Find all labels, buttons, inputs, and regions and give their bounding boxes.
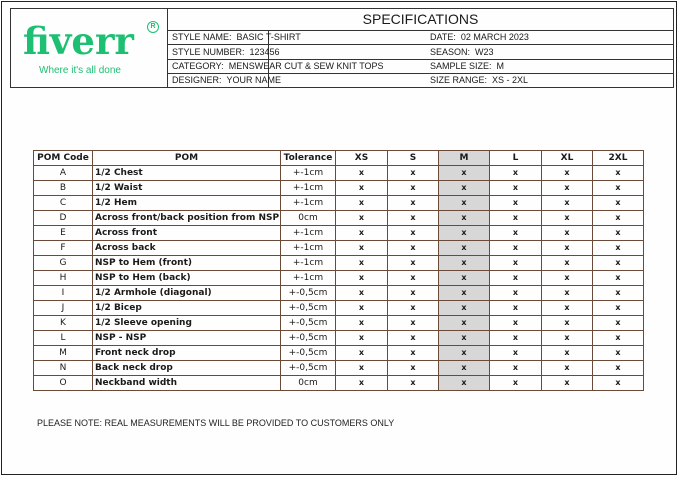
size-value-cell: x <box>542 211 593 226</box>
info-row <box>168 73 673 87</box>
pom-cell: 1/2 Hem <box>93 196 281 211</box>
page-title: SPECIFICATIONS <box>168 9 673 31</box>
size-value-cell: x <box>593 226 644 241</box>
size-value-cell: x <box>490 271 542 286</box>
info-row <box>168 59 673 74</box>
size-value-cell: x <box>336 181 388 196</box>
pom-code-cell: M <box>34 346 93 361</box>
size-value-cell: x <box>490 256 542 271</box>
size-value-cell: x <box>336 301 388 316</box>
table-row <box>34 241 644 256</box>
season-value: W23 <box>475 47 494 57</box>
pom-code-cell: L <box>34 331 93 346</box>
pom-code-cell: B <box>34 181 93 196</box>
field-label: STYLE NUMBER: <box>172 47 245 57</box>
field-label: DESIGNER: <box>172 75 222 85</box>
tolerance-cell: 0cm <box>281 376 336 391</box>
size-value-cell: x <box>388 376 439 391</box>
col-header: 2XL <box>593 151 644 166</box>
category-value: MENSWEAR CUT & SEW KNIT TOPS <box>228 61 384 71</box>
size-value-cell: x <box>336 226 388 241</box>
size-value-cell: x <box>336 376 388 391</box>
size-value-cell: x <box>439 226 490 241</box>
size-value-cell: x <box>439 211 490 226</box>
size-value-cell: x <box>490 376 542 391</box>
field-label: SAMPLE SIZE: <box>430 61 492 71</box>
size-value-cell: x <box>336 316 388 331</box>
size-value-cell: x <box>439 301 490 316</box>
table-row <box>34 196 644 211</box>
size-value-cell: x <box>593 256 644 271</box>
size-value-cell: x <box>388 361 439 376</box>
pom-cell: NSP - NSP <box>93 331 281 346</box>
logo-cell <box>11 9 168 87</box>
size-value-cell: x <box>439 346 490 361</box>
col-header: XS <box>336 151 388 166</box>
size-value-cell: x <box>542 376 593 391</box>
size-value-cell: x <box>593 181 644 196</box>
pom-cell: 1/2 Waist <box>93 181 281 196</box>
table-row <box>34 271 644 286</box>
tolerance-cell: 0cm <box>281 211 336 226</box>
size-value-cell: x <box>542 256 593 271</box>
col-header: XL <box>542 151 593 166</box>
size-value-cell: x <box>439 256 490 271</box>
size-value-cell: x <box>490 331 542 346</box>
size-value-cell: x <box>336 166 388 181</box>
table-row <box>34 181 644 196</box>
sample-size-value: M <box>496 61 505 71</box>
size-value-cell: x <box>388 226 439 241</box>
size-value-cell: x <box>542 271 593 286</box>
pom-cell: NSP to Hem (front) <box>93 256 281 271</box>
table-row <box>34 226 644 241</box>
date-value: 02 MARCH 2023 <box>460 32 529 42</box>
info-row <box>168 45 673 60</box>
info-grid <box>168 30 673 87</box>
pom-code-cell: H <box>34 271 93 286</box>
size-value-cell: x <box>593 301 644 316</box>
size-value-cell: x <box>490 361 542 376</box>
tolerance-cell: +-1cm <box>281 181 336 196</box>
size-value-cell: x <box>388 241 439 256</box>
pom-cell: 1/2 Bicep <box>93 301 281 316</box>
style-number-value: 123456 <box>249 47 280 57</box>
size-value-cell: x <box>542 196 593 211</box>
fiverr-logo: fiverr <box>23 19 134 63</box>
size-value-cell: x <box>542 301 593 316</box>
size-value-cell: x <box>593 196 644 211</box>
size-value-cell: x <box>593 346 644 361</box>
tolerance-cell: +-1cm <box>281 241 336 256</box>
size-value-cell: x <box>336 241 388 256</box>
pom-cell: 1/2 Chest <box>93 166 281 181</box>
field-label: DATE: <box>430 32 456 42</box>
size-range-value: XS - 2XL <box>492 75 529 85</box>
table-row <box>34 376 644 391</box>
size-value-cell: x <box>439 241 490 256</box>
size-value-cell: x <box>388 256 439 271</box>
size-value-cell: x <box>439 316 490 331</box>
pom-cell: Neckband width <box>93 376 281 391</box>
size-value-cell: x <box>388 196 439 211</box>
size-value-cell: x <box>593 271 644 286</box>
col-header: L <box>490 151 542 166</box>
table-row <box>34 166 644 181</box>
size-value-cell: x <box>490 196 542 211</box>
size-value-cell: x <box>439 181 490 196</box>
size-value-cell: x <box>336 196 388 211</box>
disclaimer-note: PLEASE NOTE: REAL MEASUREMENTS WILL BE PROVIDED TO CUSTOMERS ONLY <box>37 418 395 428</box>
table-row <box>34 256 644 271</box>
pom-code-cell: N <box>34 361 93 376</box>
pom-cell: Front neck drop <box>93 346 281 361</box>
size-value-cell: x <box>490 346 542 361</box>
size-value-cell: x <box>490 211 542 226</box>
table-header-row <box>34 151 644 166</box>
pom-code-cell: F <box>34 241 93 256</box>
size-value-cell: x <box>593 376 644 391</box>
pom-cell: 1/2 Armhole (diagonal) <box>93 286 281 301</box>
pom-code-cell: G <box>34 256 93 271</box>
size-value-cell: x <box>388 181 439 196</box>
size-value-cell: x <box>439 361 490 376</box>
size-value-cell: x <box>336 286 388 301</box>
size-value-cell: x <box>542 316 593 331</box>
size-value-cell: x <box>593 331 644 346</box>
table-body <box>34 166 644 391</box>
registered-icon: R <box>147 21 159 33</box>
size-value-cell: x <box>542 166 593 181</box>
pom-code-cell: E <box>34 226 93 241</box>
size-value-cell: x <box>439 196 490 211</box>
tolerance-cell: +-1cm <box>281 196 336 211</box>
tolerance-cell: +-1cm <box>281 271 336 286</box>
spec-header <box>10 8 674 88</box>
col-header-highlighted: M <box>439 151 490 166</box>
size-value-cell: x <box>593 286 644 301</box>
table-row <box>34 286 644 301</box>
size-value-cell: x <box>439 166 490 181</box>
pom-code-cell: O <box>34 376 93 391</box>
size-value-cell: x <box>388 271 439 286</box>
tolerance-cell: +-1cm <box>281 166 336 181</box>
size-value-cell: x <box>490 181 542 196</box>
field-label: STYLE NAME: <box>172 32 232 42</box>
size-value-cell: x <box>439 331 490 346</box>
field-label: CATEGORY: <box>172 61 224 71</box>
tolerance-cell: +-0,5cm <box>281 286 336 301</box>
size-value-cell: x <box>593 211 644 226</box>
tolerance-cell: +-1cm <box>281 256 336 271</box>
size-value-cell: x <box>490 286 542 301</box>
info-row <box>168 30 673 45</box>
size-value-cell: x <box>490 226 542 241</box>
size-value-cell: x <box>593 166 644 181</box>
size-value-cell: x <box>593 241 644 256</box>
size-value-cell: x <box>336 211 388 226</box>
tolerance-cell: +-0,5cm <box>281 316 336 331</box>
size-value-cell: x <box>336 346 388 361</box>
field-label: SEASON: <box>430 47 471 57</box>
measurement-table <box>33 150 644 391</box>
size-value-cell: x <box>388 346 439 361</box>
size-value-cell: x <box>490 166 542 181</box>
tolerance-cell: +-1cm <box>281 226 336 241</box>
size-value-cell: x <box>336 331 388 346</box>
style-name-value: BASIC T-SHIRT <box>236 32 301 42</box>
pom-cell: Across front <box>93 226 281 241</box>
size-value-cell: x <box>388 286 439 301</box>
size-value-cell: x <box>542 226 593 241</box>
pom-code-cell: C <box>34 196 93 211</box>
size-value-cell: x <box>542 346 593 361</box>
field-label: SIZE RANGE: <box>430 75 488 85</box>
col-header: S <box>388 151 439 166</box>
pom-code-cell: J <box>34 301 93 316</box>
size-value-cell: x <box>542 286 593 301</box>
table-row <box>34 361 644 376</box>
size-value-cell: x <box>336 361 388 376</box>
size-value-cell: x <box>439 271 490 286</box>
size-value-cell: x <box>336 271 388 286</box>
size-value-cell: x <box>542 331 593 346</box>
table-row <box>34 301 644 316</box>
pom-cell: NSP to Hem (back) <box>93 271 281 286</box>
col-header: POM Code <box>34 151 93 166</box>
col-header: POM <box>93 151 281 166</box>
size-value-cell: x <box>336 256 388 271</box>
table-row <box>34 211 644 226</box>
pom-cell: Across back <box>93 241 281 256</box>
pom-cell: Back neck drop <box>93 361 281 376</box>
size-value-cell: x <box>593 316 644 331</box>
size-value-cell: x <box>542 361 593 376</box>
tolerance-cell: +-0,5cm <box>281 361 336 376</box>
size-value-cell: x <box>542 181 593 196</box>
size-value-cell: x <box>542 241 593 256</box>
size-value-cell: x <box>388 301 439 316</box>
pom-cell: 1/2 Sleeve opening <box>93 316 281 331</box>
table-row <box>34 316 644 331</box>
pom-code-cell: K <box>34 316 93 331</box>
size-value-cell: x <box>439 286 490 301</box>
pom-code-cell: I <box>34 286 93 301</box>
pom-code-cell: A <box>34 166 93 181</box>
pom-cell: Across front/back position from NSP <box>93 211 281 226</box>
size-value-cell: x <box>439 376 490 391</box>
size-value-cell: x <box>388 166 439 181</box>
size-value-cell: x <box>490 316 542 331</box>
size-value-cell: x <box>490 241 542 256</box>
size-value-cell: x <box>388 211 439 226</box>
col-header: Tolerance <box>281 151 336 166</box>
size-value-cell: x <box>593 361 644 376</box>
tolerance-cell: +-0,5cm <box>281 346 336 361</box>
size-value-cell: x <box>490 301 542 316</box>
table-row <box>34 331 644 346</box>
designer-value: YOUR NAME <box>226 75 282 85</box>
size-value-cell: x <box>388 316 439 331</box>
pom-code-cell: D <box>34 211 93 226</box>
logo-tagline: Where it's all done <box>39 65 121 76</box>
size-value-cell: x <box>388 331 439 346</box>
table-row <box>34 346 644 361</box>
tolerance-cell: +-0,5cm <box>281 301 336 316</box>
spec-sheet-frame <box>1 1 677 475</box>
tolerance-cell: +-0,5cm <box>281 331 336 346</box>
